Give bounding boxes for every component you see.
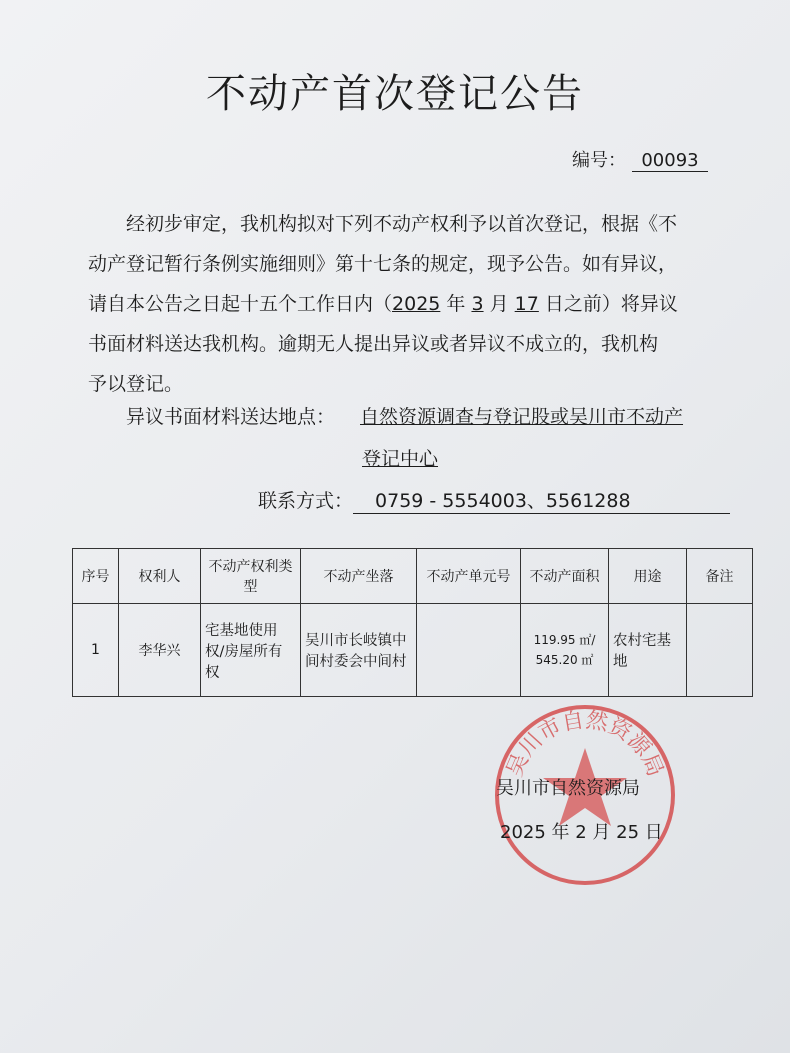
cell-index: 1 [73, 604, 119, 697]
address-value-line-2: 登记中心 [362, 448, 439, 470]
table-header-row [73, 549, 753, 604]
header-remark: 备注 [687, 549, 753, 604]
cell-holder: 李华兴 [119, 604, 201, 697]
body-line-5: 予以登记。 [88, 373, 184, 395]
body-line-2: 动产登记暂行条例实施细则》第十七条的规定，现予公告。如有异议， [88, 253, 678, 275]
header-index: 序号 [73, 549, 119, 604]
table-row [73, 604, 753, 697]
address-value-line-1: 自然资源调查与登记股或吴川市不动产 [360, 406, 684, 428]
registration-table [72, 548, 753, 697]
notice-body [88, 204, 728, 404]
month-unit: 月 [483, 293, 515, 315]
cell-unit-no [417, 604, 521, 697]
serial-label: 编号： [572, 150, 626, 171]
body-line-1: 经初步审定，我机构拟对下列不动产权利予以首次登记，根据《不 [126, 213, 678, 235]
deadline-month: 3 [471, 293, 484, 315]
body-line-3 [88, 284, 728, 324]
serial-value: 00093 [632, 150, 708, 172]
signature-date: 2025 年 2 月 25 日 [500, 822, 663, 843]
seal-text: 吴川市自然资源局 [502, 707, 668, 781]
cell-usage: 农村宅基地 [609, 604, 687, 697]
contact-phone: 0759 - 5554003、5561288 [353, 486, 730, 514]
page-title: 不动产首次登记公告 [206, 71, 584, 117]
signature-org: 吴川市自然资源局 [496, 778, 640, 799]
header-right-type: 不动产权利类型 [201, 549, 301, 604]
body-line-3-pre: 请自本公告之日起十五个工作日内（ [88, 293, 393, 315]
area-land: 119.95 ㎡/ [533, 633, 596, 647]
body-line-4: 书面材料送达我机构。逾期无人提出异议或者异议不成立的，我机构 [88, 333, 659, 355]
header-usage: 用途 [609, 549, 687, 604]
header-location: 不动产坐落 [301, 549, 417, 604]
cell-right-type: 宅基地使用权/房屋所有权 [201, 604, 301, 697]
header-area: 不动产面积 [521, 549, 609, 604]
serial-number [572, 146, 708, 172]
cell-location: 吴川市长岐镇中间村委会中间村 [301, 604, 417, 697]
year-unit: 年 [440, 293, 472, 315]
contact-label: 联系方式： [258, 490, 354, 512]
address-label: 异议书面材料送达地点： [126, 406, 336, 428]
contact-info [258, 486, 730, 514]
cell-area [521, 604, 609, 697]
cell-remark [687, 604, 753, 697]
deadline-day: 17 [514, 293, 539, 315]
header-holder: 权利人 [119, 549, 201, 604]
area-building: 545.20 ㎡ [535, 653, 594, 667]
deadline-year: 2025 [392, 293, 441, 315]
body-line-3-post: 日之前）将异议 [538, 293, 678, 315]
header-unit-no: 不动产单元号 [417, 549, 521, 604]
